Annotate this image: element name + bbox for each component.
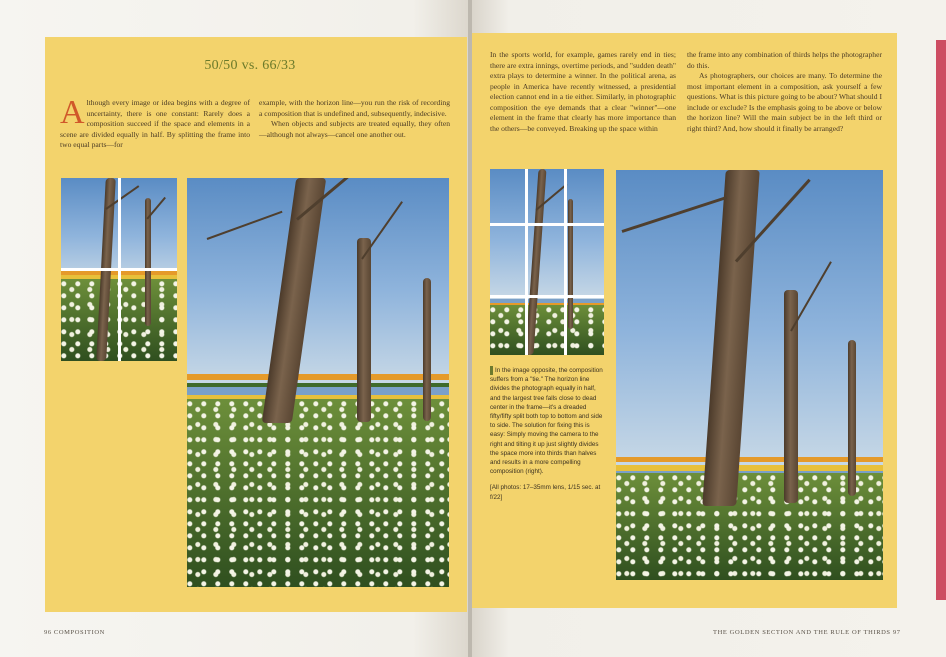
left-column-2-paragraph-1: example, with the horizon line—you run the risk of recording a composition that is undefined and, subsequently, indecisive. — [259, 98, 450, 118]
right-column-2-paragraph-1: the frame into any combination of thirds helps the photographer do this. — [687, 50, 882, 70]
footer-left-folio: 96 COMPOSITION — [44, 629, 105, 636]
footer-right-folio: THE GOLDEN SECTION AND THE RULE OF THIRDS 97 — [713, 629, 901, 636]
left-column-1 — [60, 94, 250, 151]
caption-paragraph-2: [All photos: 17–35mm lens, 1/15 sec. at f/22] — [490, 484, 601, 501]
small-photo-thirds-grid — [490, 169, 604, 355]
small-photo-halves-grid — [61, 178, 177, 361]
left-column-1-text: lthough every image or idea begins with a degree of uncertainty, there is one constant: Rarely does a composition succeed if the space and elements in a scene are divided equally in half. By splitting the frame into two equal parts—for — [60, 98, 250, 149]
left-column-2 — [259, 98, 450, 140]
right-column-2 — [687, 50, 882, 134]
photo-caption — [490, 366, 604, 509]
photo-thirds-composition — [616, 170, 883, 580]
caption-marker — [490, 366, 493, 375]
page-edge-strip — [936, 40, 946, 600]
left-column-2-paragraph-2: When objects and subjects are treated equally, they often—although not always—cancel one another out. — [259, 119, 450, 139]
right-column-1 — [490, 50, 676, 134]
page-title: 50/50 vs. 66/33 — [204, 58, 296, 73]
right-column-1-text: In the sports world, for example, games rarely end in ties; there are extra innings, overtime periods, and "sudden death" extra plays to determine a winner. In the political arena, as people in America have recently witnessed, a presidential election cannot end in a tie either. Similarly, in photographic composition the eye demands that a clear "winner"—one element in the frame that clearly has more importance than the others—be conveyed. Breaking up the space within — [490, 50, 676, 133]
photo-fifty-fifty-composition — [187, 178, 449, 587]
right-column-2-paragraph-2: As photographers, our choices are many. To determine the most important element in a composition, ask yourself a few questions. What is this picture going to be about? What should I include or exclude? Is the emphasis going to be above or below the horizon line? Will the main subject be in the left third or right third? And, how should it finally be arranged? — [687, 71, 882, 133]
drop-cap: A — [60, 94, 85, 131]
caption-paragraph-1: In the image opposite, the composition suffers from a "tie." The horizon line divides the photograph equally in half, and the largest tree falls close to dead center in the frame—it's a dreaded fifty/fifty split both top to bottom and side to side. The solution for fixing this is easy: Simply moving the camera to the right and tilting it up just slightly divides the space more into thirds than halves and results in a more compelling composition (right). — [490, 367, 603, 476]
